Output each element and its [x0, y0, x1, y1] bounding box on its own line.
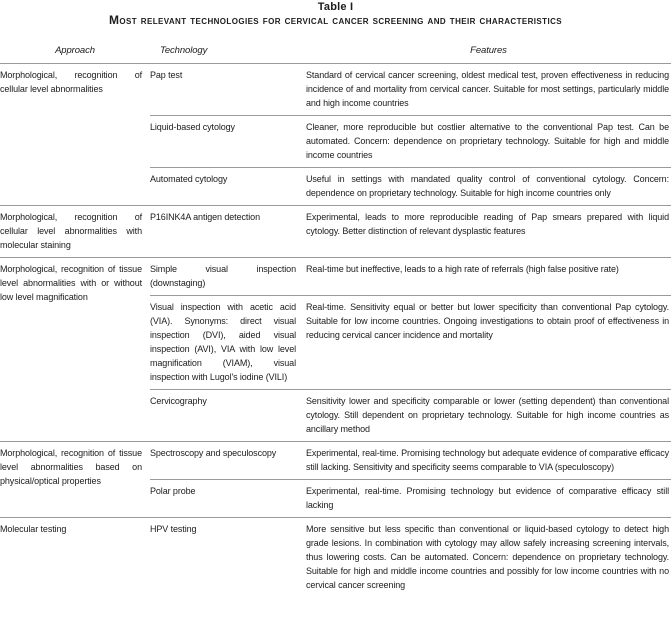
table-row — [150, 115, 671, 167]
features-cell: Experimental, leads to more reproducible reading of Pap smears prepared with liquid cytology. Better distinction of relevant dysplastic features — [306, 212, 669, 236]
features-cell: Useful in settings with mandated quality control of conventional cytology. Concern: dependence on proprietary technology. Suitable for high income countries only — [306, 174, 669, 198]
approach-cell: Morphological, recognition of tissue level abnormalities with or without low level magnification — [0, 264, 142, 302]
features-cell: Real-time but ineffective, leads to a high rate of referrals (high false positive rate) — [306, 264, 619, 274]
features-cell: Sensitivity lower and specificity comparable or lower (setting dependent) than conventional cytology. Still dependent on proprietary technology. Suitable for high income countries as ancillary method — [306, 396, 669, 434]
section-rows — [150, 258, 671, 441]
table-section-molecular-testing — [0, 517, 671, 597]
table-title-block — [0, 0, 671, 27]
technology-cell: Liquid-based cytology — [150, 122, 235, 132]
table-row — [150, 479, 671, 517]
table-row — [150, 389, 671, 441]
table-row — [150, 64, 671, 115]
section-rows — [150, 518, 671, 597]
table-row — [150, 518, 671, 597]
technology-cell: Pap test — [150, 70, 183, 80]
features-cell: Cleaner, more reproducible but costlier alternative to the conventional Pap test. Can be automated. Concern: dependence on proprietary technology. Suitable for high and middle income countries — [306, 122, 669, 160]
features-cell: Experimental, real-time. Promising technology but adequate evidence of comparative efficacy still lacking. Sensitivity and specificity seems comparable to VIA (speculoscopy) — [306, 448, 669, 472]
column-header-row — [0, 44, 671, 64]
section-rows — [150, 64, 671, 205]
table-number: Table I — [317, 1, 354, 13]
approach-cell: Morphological, recognition of tissue level abnormalities based on physical/optical properties — [0, 448, 142, 486]
approach-cell: Morphological, recognition of cellular level abnormalities — [0, 70, 142, 94]
features-cell: Real-time. Sensitivity equal or better but lower specificity than conventional Pap cytology. Suitable for low income countries. Ongoing investigations to obtain proof of effectiveness in reducing cervical cancer incidence and mortality — [306, 302, 669, 340]
features-cell: Standard of cervical cancer screening, oldest medical test, proven effectiveness in reducing incidence of and mortality from cervical cancer. Suitable for most settings, particularly middle and high income countries — [306, 70, 669, 108]
table-section-physical-optical — [0, 441, 671, 517]
approach-cell: Morphological, recognition of cellular level abnormalities with molecular staining — [0, 212, 142, 250]
technology-cell: P16INK4A antigen detection — [150, 212, 260, 222]
technology-cell: Visual inspection with acetic acid (VIA). Synonyms: direct visual inspection (DVI), aided visual inspection (AVI), VIA with low level magnification (VIAM), visual inspection with Lugol's iodine (VILI) — [150, 302, 296, 382]
table-row — [150, 206, 671, 257]
technology-cell: Simple visual inspection (downstaging) — [150, 264, 296, 288]
table-section-cellular-morphology — [0, 64, 671, 205]
features-cell: Experimental, real-time. Promising technology but evidence of comparative efficacy still lacking — [306, 486, 669, 510]
table-row — [150, 295, 671, 389]
table-row — [150, 258, 671, 295]
technology-cell: HPV testing — [150, 524, 197, 534]
technology-cell: Polar probe — [150, 486, 196, 496]
technology-cell: Spectroscopy and speculoscopy — [150, 448, 277, 458]
technology-cell: Automated cytology — [150, 174, 228, 184]
section-rows — [150, 442, 671, 517]
technology-cell: Cervicography — [150, 396, 207, 406]
table-row — [150, 442, 671, 479]
column-header-features: Features — [470, 45, 507, 56]
section-rows — [150, 206, 671, 257]
column-header-technology: Technology — [160, 45, 208, 56]
approach-cell: Molecular testing — [0, 524, 67, 534]
table-section-molecular-staining — [0, 205, 671, 257]
column-header-approach: Approach — [55, 45, 95, 56]
table-row — [150, 167, 671, 205]
table-caption: Most relevant technologies for cervical cancer screening and their characteristics — [109, 13, 562, 27]
table-section-tissue-visual — [0, 257, 671, 441]
features-cell: More sensitive but less specific than conventional or liquid-based cytology to detect high grade lesions. In combination with cytology may allow safely increasing screening intervals, thus lowering costs. Can be automated. Concern: dependence on proprietary technology. Suitable for high and middle income countries and possibly for low income countries with no cervical cancer screening — [306, 524, 669, 590]
